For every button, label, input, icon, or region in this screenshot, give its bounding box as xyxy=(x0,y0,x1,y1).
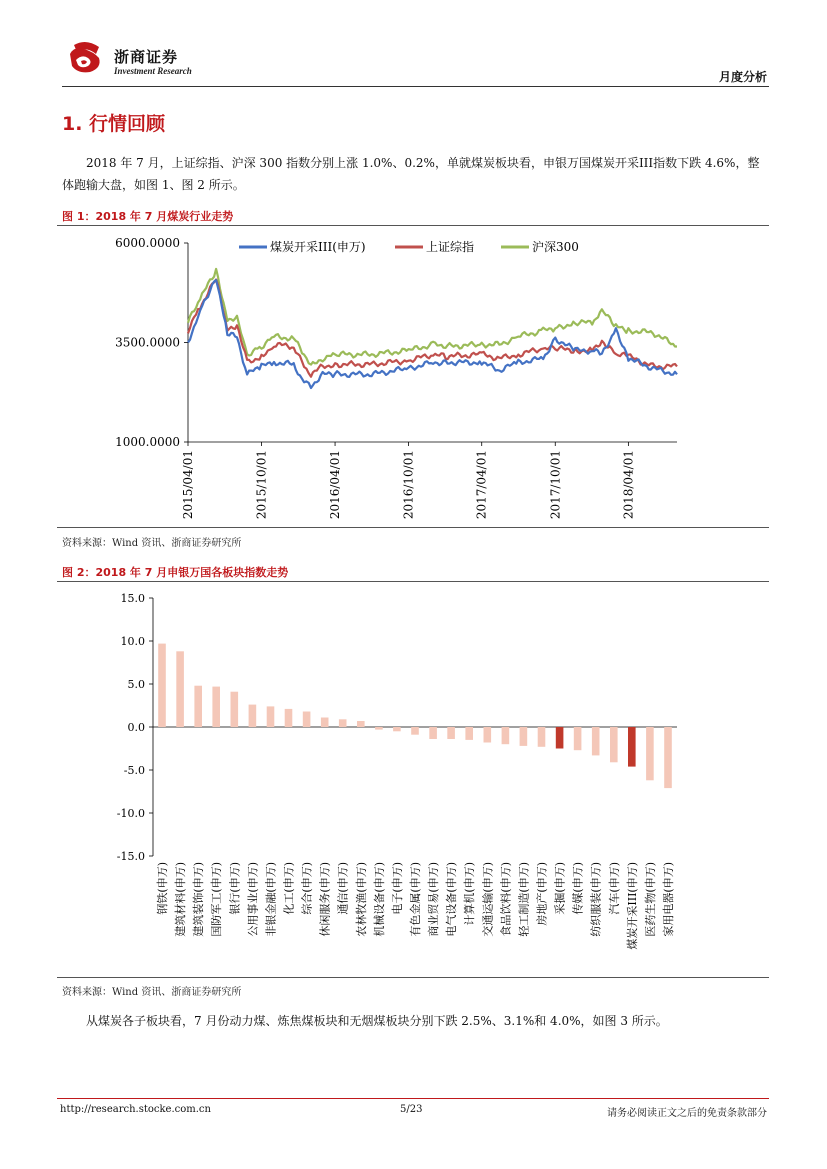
page-number: 5/23 xyxy=(400,1104,423,1115)
intro-paragraph: 2018 年 7 月，上证综指、沪深 300 指数分别上涨 1.0%、0.2%，单就煤炭板块看，申银万国煤炭开采III指数下跌 4.6%，整体跑输大盘，如图 1、图 2 所示。 xyxy=(62,156,760,192)
y-tick-label: -10.0 xyxy=(116,807,145,820)
category-label: 传媒(申万) xyxy=(571,862,585,915)
bar-23 xyxy=(574,727,582,750)
category-label: 商业贸易(申万) xyxy=(427,862,441,937)
series-line-0 xyxy=(188,280,677,388)
category-label: 计算机(申万) xyxy=(463,862,477,926)
bar-25 xyxy=(610,727,618,762)
category-label: 有色金属(申万) xyxy=(409,862,422,937)
figure2-source: 资料来源：Wind 资讯、浙商证券研究所 xyxy=(62,987,242,998)
category-label: 农林牧渔(申万) xyxy=(354,862,368,937)
header-divider xyxy=(62,86,769,87)
bar-1 xyxy=(176,651,184,727)
bar-17 xyxy=(465,727,473,740)
y-tick-label: 5.0 xyxy=(127,678,145,691)
bar-26 xyxy=(628,727,636,767)
category-label: 煤炭开采III(申万) xyxy=(625,862,639,950)
category-label: 医药生物(申万) xyxy=(643,862,657,937)
document-type-label: 月度分析 xyxy=(718,70,767,84)
bar-14 xyxy=(411,727,419,735)
x-tick-label: 2015/04/01 xyxy=(181,450,195,520)
figure1-caption: 图 1：2018 年 7 月煤炭行业走势 xyxy=(62,210,234,223)
bar-21 xyxy=(538,727,546,747)
bar-9 xyxy=(321,718,329,728)
category-label: 休闲服务(申万) xyxy=(318,862,332,937)
category-label: 电气设备(申万) xyxy=(445,862,459,937)
category-label: 家用电器(申万) xyxy=(662,862,675,937)
category-label: 房地产(申万) xyxy=(535,862,549,926)
bar-20 xyxy=(520,727,528,746)
coal-industry-line-chart xyxy=(57,228,769,526)
category-label: 公用事业(申万) xyxy=(246,862,260,937)
bar-13 xyxy=(393,727,401,731)
brand-name-en: Investment Research xyxy=(114,66,192,76)
footer-url: http://research.stocke.com.cn xyxy=(60,1104,211,1115)
category-label: 通信(申万) xyxy=(336,862,350,915)
bar-8 xyxy=(303,712,311,728)
chart-legend xyxy=(239,239,579,254)
x-tick-label: 2018/04/01 xyxy=(621,450,636,520)
bar-15 xyxy=(429,727,437,739)
y-tick-label: 3500.0000 xyxy=(115,335,180,350)
figure1-top-rule xyxy=(57,225,769,226)
legend-label-2: 沪深300 xyxy=(532,240,579,254)
chart-bars xyxy=(158,644,672,789)
y-tick-label: 0.0 xyxy=(127,721,145,734)
section-title: 1. 行情回顾 xyxy=(62,113,166,135)
bar-27 xyxy=(646,727,654,780)
y-tick-label: 15.0 xyxy=(120,592,145,605)
bar-19 xyxy=(502,727,510,744)
chart-series xyxy=(188,269,677,388)
category-label: 非银金融(申万) xyxy=(264,862,278,937)
category-label: 化工(申万) xyxy=(282,862,296,915)
y-tick-label: 10.0 xyxy=(120,635,145,648)
category-label: 采掘(申万) xyxy=(553,862,567,915)
category-label: 综合(申万) xyxy=(300,862,314,915)
y-tick-label: -5.0 xyxy=(123,764,145,777)
category-label: 机械设备(申万) xyxy=(372,862,386,937)
figure1-bottom-rule xyxy=(57,527,769,528)
x-tick-label: 2017/10/01 xyxy=(548,450,563,520)
subsector-paragraph: 从煤炭各子板块看，7 月份动力煤、炼焦煤板块和无烟煤板块分别下跌 2.5%、3.1%和 4.0%，如图 3 所示。 xyxy=(86,1014,668,1028)
category-label: 建筑装饰(申万) xyxy=(192,862,206,937)
category-label: 汽车(申万) xyxy=(607,862,621,915)
legend-label-1: 上证综指 xyxy=(426,240,475,254)
legend-label-0: 煤炭开采III(申万) xyxy=(270,240,366,254)
category-label: 银行(申万) xyxy=(228,862,242,915)
x-tick-label: 2016/10/01 xyxy=(401,450,416,520)
bar-22 xyxy=(556,727,564,749)
category-label: 食品饮料(申万) xyxy=(499,862,513,937)
series-line-1 xyxy=(188,280,677,377)
figure2-bottom-rule xyxy=(57,977,769,978)
chart-category-labels xyxy=(155,862,675,950)
bar-0 xyxy=(158,644,166,727)
bar-7 xyxy=(285,709,293,727)
figure1-source: 资料来源：Wind 资讯、浙商证券研究所 xyxy=(62,538,242,549)
brand-name-cn: 浙商证券 xyxy=(114,48,179,66)
category-label: 建筑材料(申万) xyxy=(174,862,188,937)
footer-divider xyxy=(57,1098,769,1099)
x-tick-label: 2016/04/01 xyxy=(328,450,343,520)
bar-10 xyxy=(339,719,347,727)
figure2-top-rule xyxy=(57,581,769,582)
x-tick-label: 2015/10/01 xyxy=(254,450,269,520)
figure2-caption: 图 2：2018 年 7 月申银万国各板块指数走势 xyxy=(62,566,289,579)
bar-28 xyxy=(664,727,672,788)
sector-index-bar-chart xyxy=(57,584,769,976)
bar-24 xyxy=(592,727,600,755)
y-tick-label: -15.0 xyxy=(116,850,145,863)
bar-5 xyxy=(249,705,257,727)
category-label: 交通运输(申万) xyxy=(481,862,495,937)
bar-3 xyxy=(212,687,220,727)
broker-logo-icon xyxy=(66,40,106,74)
x-tick-label: 2017/04/01 xyxy=(474,450,489,520)
bar-6 xyxy=(267,706,275,727)
category-label: 国防军工(申万) xyxy=(210,862,224,937)
y-tick-label: 6000.0000 xyxy=(115,236,180,250)
bar-11 xyxy=(357,721,365,727)
category-label: 电子(申万) xyxy=(390,862,404,915)
bar-18 xyxy=(484,727,492,743)
y-tick-label: 1000.0000 xyxy=(115,435,180,449)
bar-2 xyxy=(194,686,202,727)
chart-axes xyxy=(115,236,677,519)
bar-4 xyxy=(231,692,239,727)
category-label: 纺织服装(申万) xyxy=(589,862,603,937)
category-label: 钢铁(申万) xyxy=(156,862,169,915)
category-label: 轻工制造(申万) xyxy=(517,862,531,937)
bar-12 xyxy=(375,727,383,730)
bar-16 xyxy=(447,727,455,739)
disclaimer-note: 请务必阅读正文之后的免责条款部分 xyxy=(607,1108,767,1119)
